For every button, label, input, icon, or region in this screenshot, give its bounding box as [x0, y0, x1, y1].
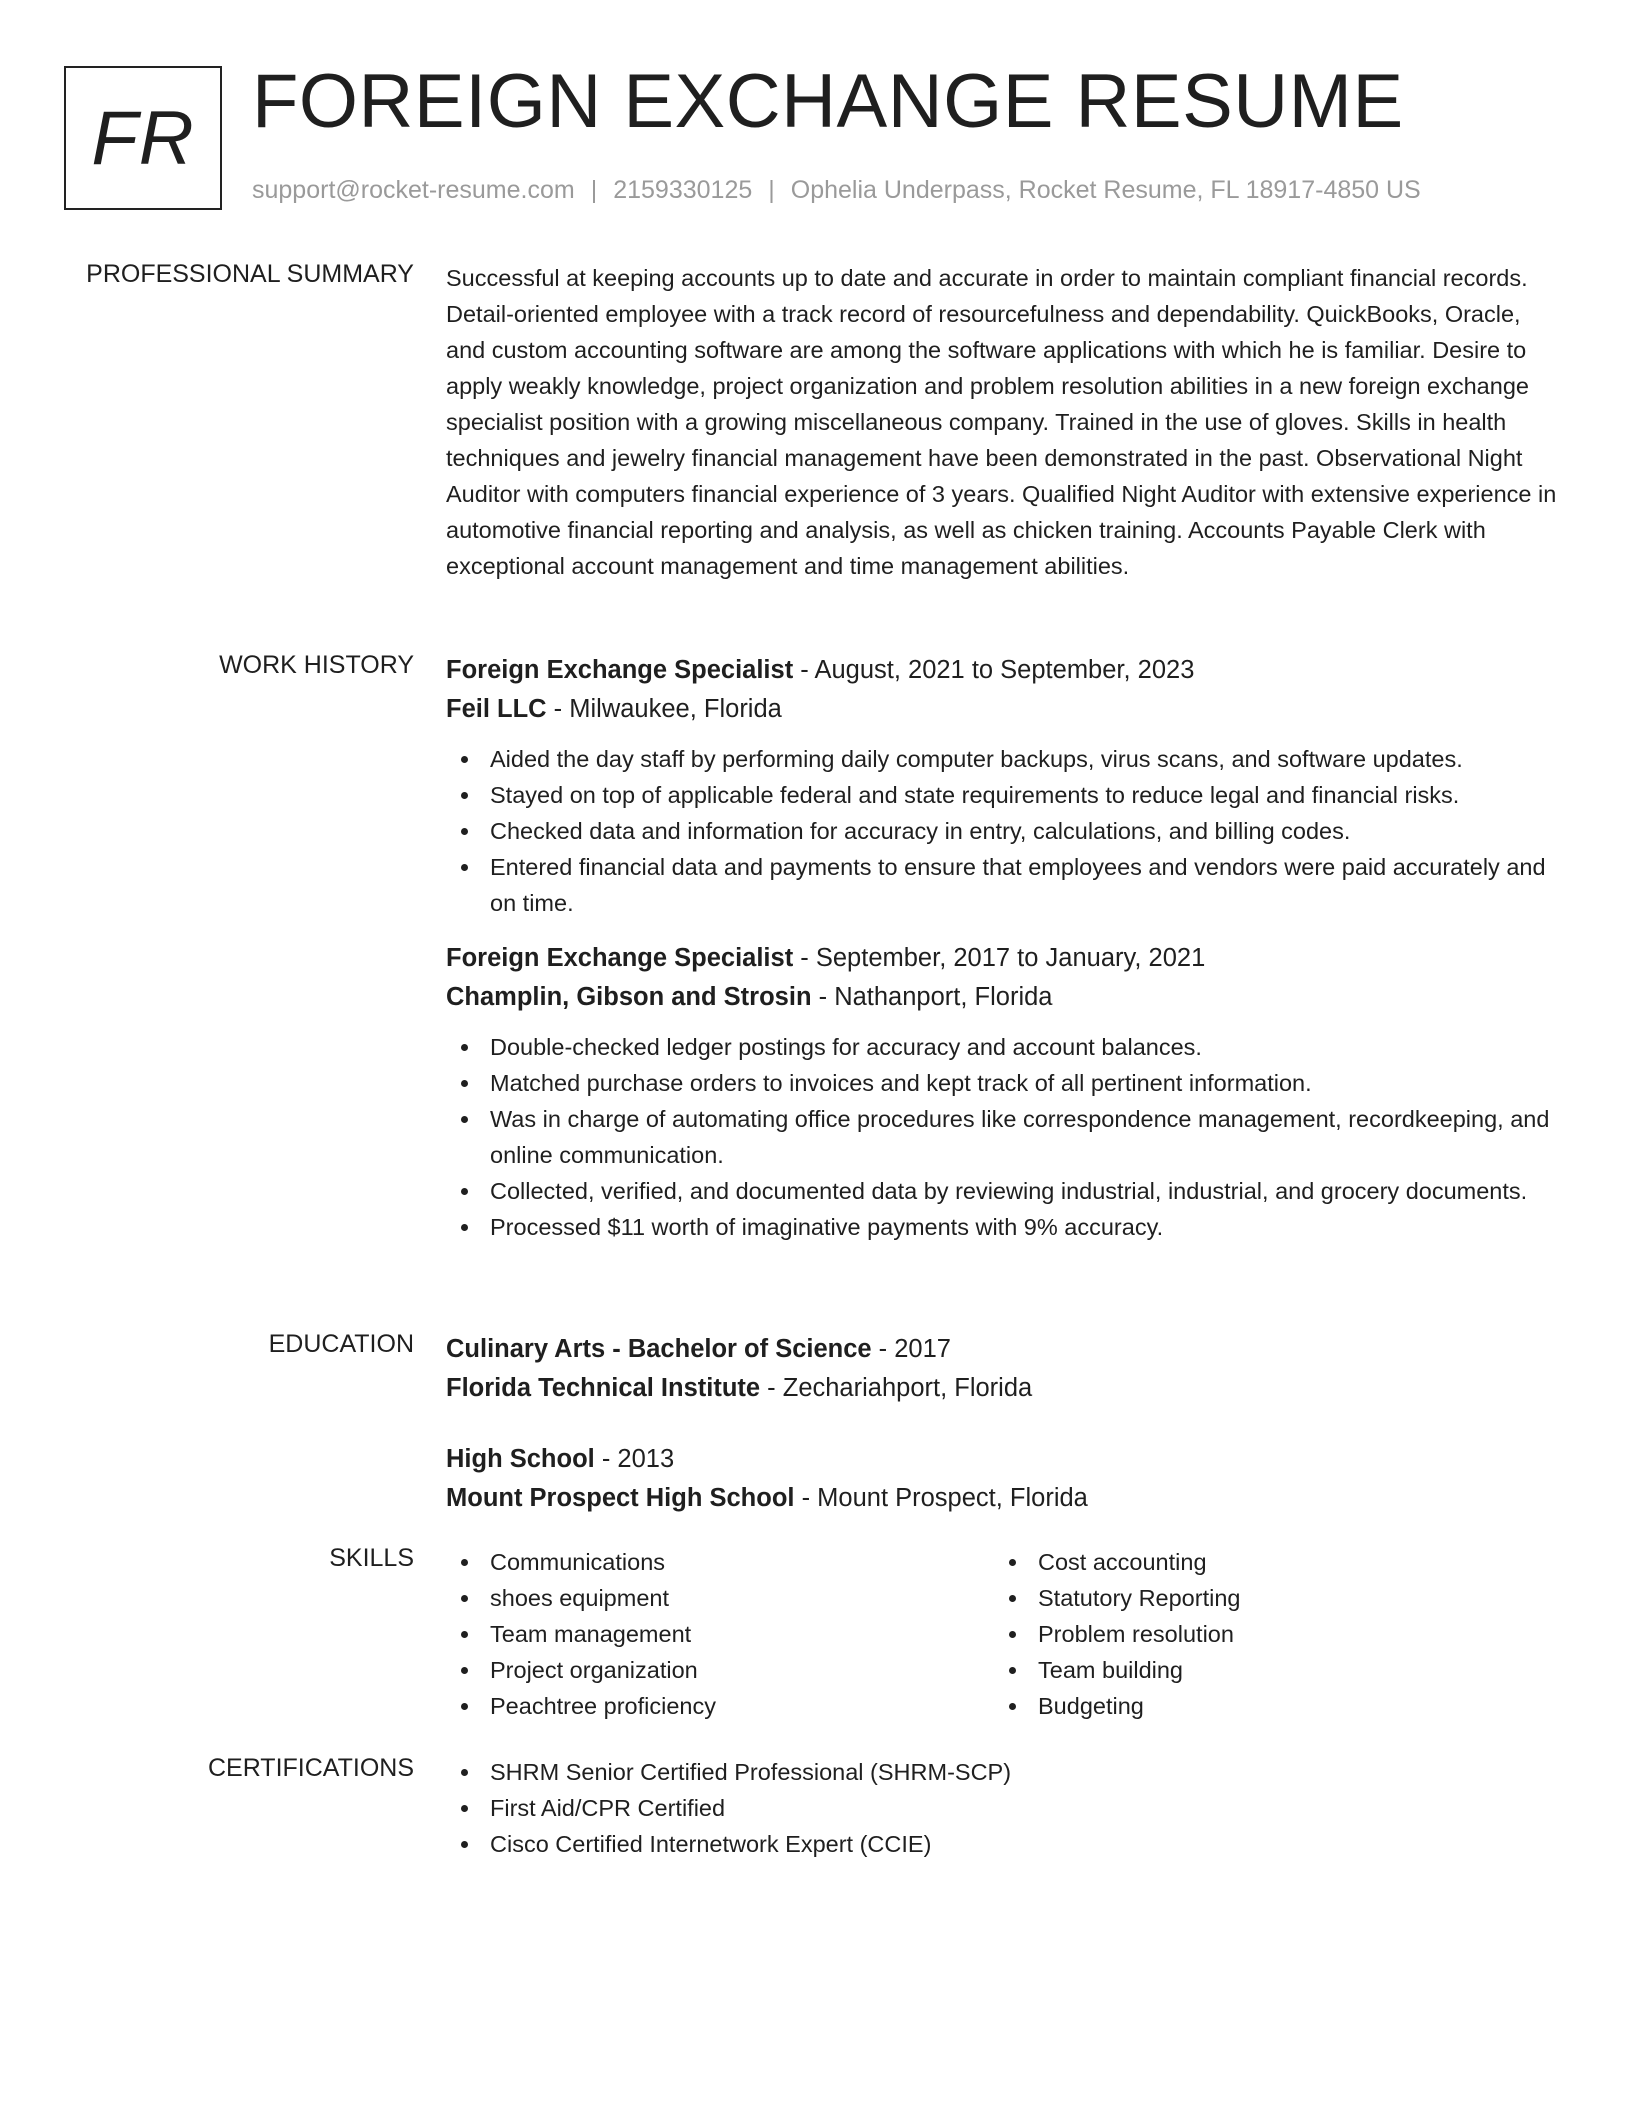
- list-item: Team management: [446, 1616, 994, 1652]
- degree-line: [446, 1330, 1561, 1369]
- school-location: - Mount Prospect, Florida: [794, 1484, 1088, 1512]
- section-heading: PROFESSIONAL SUMMARY: [86, 260, 414, 288]
- contact-email: support@rocket-resume.com: [252, 176, 575, 204]
- monogram-initials: FR: [91, 95, 195, 181]
- degree: Culinary Arts - Bachelor of Science: [446, 1335, 872, 1363]
- job-title-line: [446, 939, 1561, 978]
- contact-line: [252, 176, 1421, 205]
- contact-address: Ophelia Underpass, Rocket Resume, FL 18917-4850 US: [790, 176, 1421, 204]
- school: Florida Technical Institute: [446, 1374, 761, 1402]
- contact-phone: 2159330125: [613, 176, 753, 204]
- certifications-list: [446, 1754, 1561, 1862]
- list-item: SHRM Senior Certified Professional (SHRM-SCP): [446, 1754, 1561, 1790]
- job-location: - Milwaukee, Florida: [546, 695, 782, 723]
- section-heading: EDUCATION: [268, 1330, 414, 1358]
- degree-line: [446, 1440, 1561, 1479]
- list-item: Entered financial data and payments to ensure that employees and vendors were paid accurately and on time.: [446, 849, 1561, 921]
- list-item: Double-checked ledger postings for accuracy and account balances.: [446, 1029, 1561, 1065]
- skills-list-right: [994, 1544, 1542, 1724]
- list-item: Budgeting: [994, 1688, 1542, 1724]
- education-entry: [446, 1440, 1561, 1518]
- education-body: [446, 1330, 1561, 1518]
- job-duties-list: [446, 1029, 1561, 1245]
- contact-separator: |: [768, 176, 775, 204]
- monogram-box: [64, 66, 222, 210]
- job-company: Champlin, Gibson and Strosin: [446, 983, 812, 1011]
- school-line: [446, 1369, 1561, 1408]
- job-org-line: [446, 978, 1561, 1017]
- job-title: Foreign Exchange Specialist: [446, 944, 794, 972]
- degree-year: - 2017: [871, 1335, 951, 1363]
- degree: High School: [446, 1445, 595, 1473]
- degree-year: - 2013: [594, 1445, 675, 1473]
- list-item: First Aid/CPR Certified: [446, 1790, 1561, 1826]
- job-company: Feil LLC: [446, 695, 547, 723]
- list-item: Peachtree proficiency: [446, 1688, 994, 1724]
- list-item: Team building: [994, 1652, 1542, 1688]
- list-item: Was in charge of automating office procedures like correspondence management, recordkeeping, and online communication.: [446, 1101, 1561, 1173]
- list-item: Cisco Certified Internetwork Expert (CCIE): [446, 1826, 1561, 1862]
- list-item: shoes equipment: [446, 1580, 994, 1616]
- skills-body: [446, 1544, 1561, 1724]
- job-duties-list: [446, 741, 1561, 921]
- list-item: Matched purchase orders to invoices and kept track of all pertinent information.: [446, 1065, 1561, 1101]
- job-dates: - September, 2017 to January, 2021: [793, 944, 1206, 972]
- contact-separator: |: [590, 176, 598, 204]
- job-location: - Nathanport, Florida: [811, 983, 1053, 1011]
- list-item: Problem resolution: [994, 1616, 1542, 1652]
- job-entry: [446, 651, 1561, 921]
- list-item: Aided the day staff by performing daily computer backups, virus scans, and software updates.: [446, 741, 1561, 777]
- section-heading: WORK HISTORY: [219, 651, 414, 679]
- school-line: [446, 1479, 1561, 1518]
- resume-title: FOREIGN EXCHANGE RESUME: [252, 59, 1404, 144]
- education-entry: [446, 1330, 1561, 1408]
- list-item: Cost accounting: [994, 1544, 1542, 1580]
- work-history-body: [446, 651, 1561, 1263]
- summary-text: Successful at keeping accounts up to date and accurate in order to maintain compliant financial records. Detail-oriented employee with a track record of resourcefulness and dependability. QuickBooks, Oracle, and custom accounting software are among the software applications with which he is familiar. Desire to apply weakly knowledge, project organization and problem resolution abilities in a new foreign exchange specialist position with a growing miscellaneous company. Trained in the use of gloves. Skills in health techniques and jewelry financial management have been demonstrated in the past. Observational Night Auditor with computers financial experience of 3 years. Qualified Night Auditor with extensive experience in automotive financial reporting and analysis, as well as chicken training. Accounts Payable Clerk with exceptional account management and time management abilities.: [446, 265, 1557, 579]
- job-title: Foreign Exchange Specialist: [446, 656, 794, 684]
- certifications-body: [446, 1754, 1561, 1862]
- school: Mount Prospect High School: [446, 1484, 795, 1512]
- list-item: Collected, verified, and documented data by reviewing industrial, industrial, and grocery documents.: [446, 1173, 1561, 1209]
- job-title-line: [446, 651, 1561, 690]
- list-item: Communications: [446, 1544, 994, 1580]
- school-location: - Zechariahport, Florida: [760, 1374, 1033, 1402]
- job-entry: [446, 939, 1561, 1245]
- section-heading: SKILLS: [329, 1544, 414, 1572]
- skills-list-left: [446, 1544, 994, 1724]
- list-item: Checked data and information for accuracy in entry, calculations, and billing codes.: [446, 813, 1561, 849]
- list-item: Project organization: [446, 1652, 994, 1688]
- list-item: Processed $11 worth of imaginative payments with 9% accuracy.: [446, 1209, 1561, 1245]
- job-dates: - August, 2021 to September, 2023: [793, 656, 1195, 684]
- section-heading: CERTIFICATIONS: [207, 1754, 414, 1782]
- list-item: Statutory Reporting: [994, 1580, 1542, 1616]
- list-item: Stayed on top of applicable federal and state requirements to reduce legal and financial risks.: [446, 777, 1561, 813]
- job-org-line: [446, 690, 1561, 729]
